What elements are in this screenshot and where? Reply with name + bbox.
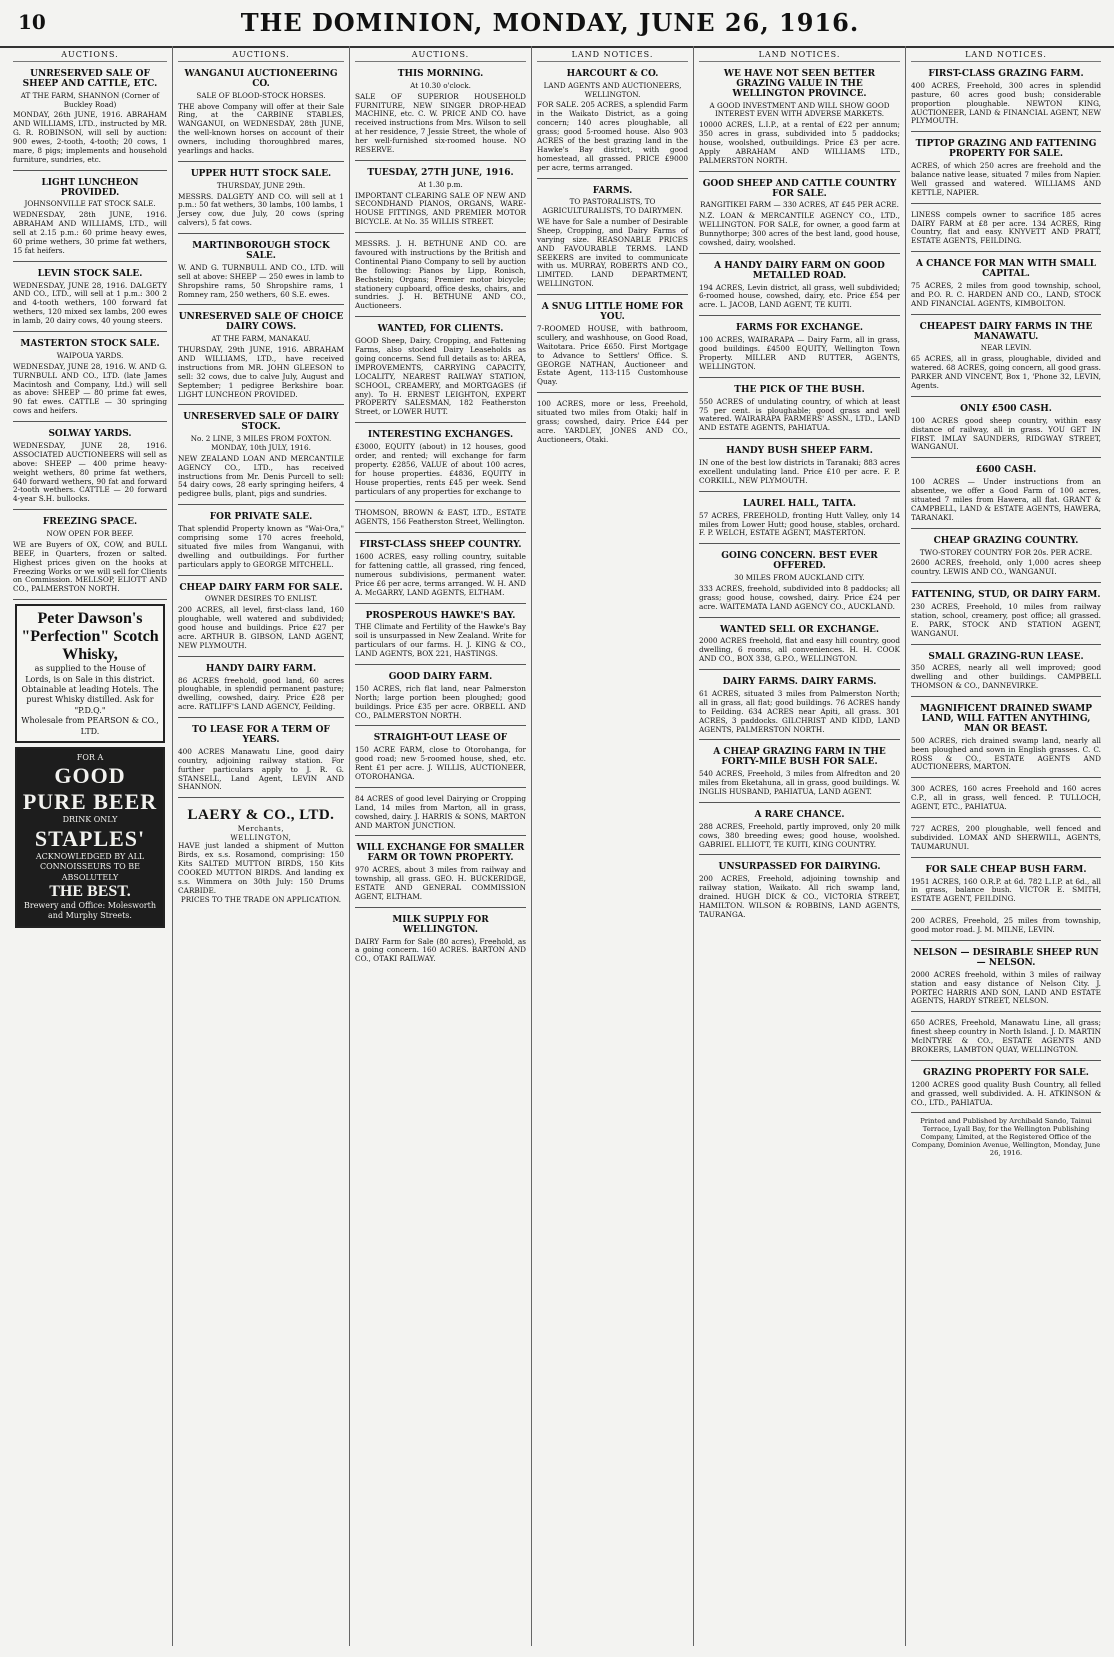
classified-notice [911, 533, 1101, 583]
notice-headline: FIRST-CLASS GRAZING FARM. [928, 69, 1084, 79]
classified-notice [355, 237, 526, 317]
classified-notice [911, 914, 1101, 941]
notice-headline: UNRESERVED SALE OF CHOICE DAIRY COWS. [178, 312, 344, 333]
classified-notice [911, 822, 1101, 858]
notice-body: 333 ACRES, freehold, subdivided into 8 paddocks; all grass; good house, cowshed, dairy. Price £24 per acre. WAITEMATA LAND AGENCY CO., AUCKLAND. [699, 583, 900, 611]
column-2 [173, 46, 350, 1646]
classified-notice [178, 309, 344, 405]
notice-subhead: AT THE FARM, MANAKAU. [211, 334, 311, 344]
notice-body: 200 ACRES, Freehold, adjoining township and railway station, Waikato. All rich swamp land, drained. HUGH DICK & CO., VICTORIA STREET, HAMILTON. WILSON & ROBBINS, LAND AGENTS, TAURANGA. [699, 874, 900, 919]
column-4 [532, 46, 694, 1646]
classified-notice [699, 674, 900, 740]
notice-body: 57 ACRES, FREEHOLD, fronting Hutt Valley, only 14 miles from Lower Hutt; good house, stables, orchard. F. P. WELCH, ESTATE AGENT, MASTERTON. [699, 510, 900, 538]
notice-body: 75 ACRES, 2 miles from good township, school, and P.O. R. C. HARDEN AND CO., LAND, STOCK AND FINANCIAL AGENTS, KIMBOLTON. [911, 281, 1101, 308]
classified-notice [911, 462, 1101, 528]
beer-tagline: ACKNOWLEDGED BY ALL CONNOISSEURS TO BE ABSOLUTELY [35, 851, 145, 882]
notice-headline: SMALL GRAZING-RUN LEASE. [928, 651, 1084, 662]
laery-body: HAVE just landed a shipment of Mutton Birds, ex s.s. Rosamond, comprising: 150 Kits SALTED MUTTON BIRDS, 150 Kits COOKED MUTTON BIRDS. And landing ex s.s. Wimmera on 30th July: 150 Drums CARBIDE. [178, 841, 344, 895]
notice-headline: NELSON — DESIRABLE SHEEP RUN — NELSON. [913, 948, 1099, 968]
notice-headline: GOOD SHEEP AND CATTLE COUNTRY FOR SALE. [702, 178, 897, 199]
classified-notice [13, 514, 167, 600]
notice-body: £3000, EQUITY (about) in 12 houses, good order, and rented; will exchange for farm property. £2856, VALUE of about 100 acres, for house properties. £4836, EQUITY in House properties, rents £45 per week. Send particulars of any properties for exchange to [355, 442, 526, 496]
notice-headline: UNSURPASSED FOR DAIRYING. [718, 862, 881, 873]
classified-notice [355, 321, 526, 423]
notice-headline: PROSPEROUS HAWKE'S BAY. [365, 610, 516, 621]
notice-headline: ONLY £500 CASH. [960, 403, 1052, 414]
notice-body: 550 ACRES of undulating country, of which at least 75 per cent. is ploughable; good grass and well watered. WAIRARAPA FARMERS' ASSN., LTD., LAND AND ESTATE AGENTS, PAHIATUA. [699, 396, 900, 433]
notice-body: 300 ACRES, 160 acres Freehold and 160 acres C.P., all in grass, well fenced. P. TULLOCH, AGENT, ETC., PAHIATUA. [911, 784, 1101, 812]
beer-lead: FOR A [76, 752, 104, 762]
notice-body: WEDNESDAY, JUNE 28, 1916. ASSOCIATED AUCTIONEERS will sell as above: SHEEP — 400 prime heavy-weight wethers, 80 prime fat wethers, 640 forward wethers, 90 fat and forward 2-tooth wethers. CATTLE — 20 forward 4-year S.H. bullocks. [13, 440, 167, 504]
notice-body: MESSRS. DALGETY AND CO. will sell at 1 p.m.: 50 fat wethers, 30 lambs, 100 lambs, 1 Jersey cow, due July, 20 cows (spring calvers), 5 fat cows. [178, 191, 344, 228]
classified-notice [911, 945, 1101, 1012]
newspaper-title: THE DOMINION, MONDAY, JUNE 26, 1916. [240, 8, 860, 37]
classified-notice [178, 166, 344, 234]
column-heading: AUCTIONS. [13, 50, 167, 62]
notice-headline: FREEZING SPACE. [42, 517, 138, 528]
classified-notice [911, 208, 1101, 253]
notice-headline: TIPTOP GRAZING AND FATTENING PROPERTY FOR SALE. [915, 139, 1097, 160]
notice-subhead: TO PASTORALISTS, TO AGRICULTURALISTS, TO DAIRYMEN. [542, 197, 683, 216]
classified-notice [13, 426, 167, 510]
column-heading: LAND NOTICES. [699, 50, 900, 62]
notice-body: 2000 ACRES freehold, within 3 miles of railway station and easy distance of Nelson City. J. PORTEC HARRIS AND SON, LAND AND ESTATE AGENTS, HARDY STREET, NELSON. [911, 969, 1101, 1006]
notice-headline: FATTENING, STUD, OR DAIRY FARM. [911, 590, 1101, 601]
printer-imprint: Printed and Published by Archibald Sando, Tainui Terrace, Lyall Bay, for the Wellington Publishing Company, Limited, at the Registered Office of the Company, Dominion Avenue, Wellington, Monday, June 26, 1916. [911, 1117, 1101, 1158]
classified-notice [178, 409, 344, 505]
laery-footer: PRICES TO THE TRADE ON APPLICATION. [180, 894, 342, 904]
notice-subhead: TWO-STOREY COUNTRY FOR 20s. PER ACRE. [919, 547, 1093, 557]
classified-notice [355, 608, 526, 665]
notice-headline: UNRESERVED SALE OF SHEEP AND CATTLE, ETC. [22, 69, 158, 89]
notice-body: NEW ZEALAND LOAN AND MERCANTILE AGENCY CO., LTD., has received instructions from Mr. Denis Purcell to sell: 54 dairy cows, 28 early springing heifers, 4 pedigree bulls, plant, pigs and sundries. [178, 453, 344, 499]
notice-subhead: 30 MILES FROM AUCKLAND CITY. [734, 573, 865, 583]
notice-body: 230 ACRES, Freehold, 10 miles from railway station, school, creamery, post office; all grassed. E. PARK, STOCK AND STATION AGENT, WANGANUI. [911, 601, 1101, 638]
notice-headline: TUESDAY, 27TH JUNE, 1916. [367, 167, 514, 178]
notice-headline: WE HAVE NOT SEEN BETTER GRAZING VALUE IN THE WELLINGTON PROVINCE. [723, 69, 876, 99]
notice-headline: A CHEAP GRAZING FARM IN THE FORTY-MILE BUSH FOR SALE. [713, 747, 886, 768]
notice-subhead: A GOOD INVESTMENT AND WILL SHOW GOOD INTEREST EVEN WITH ADVERSE MARKETS. [709, 100, 890, 119]
notice-headline: MARTINBOROUGH STOCK SALE. [192, 241, 330, 262]
classified-notice [537, 397, 688, 449]
notice-body: 100 ACRES — Under instructions from an absentee, we offer a Good Farm of 100 acres, situated 7 miles from Hawera, all flat. GRANT & CAMPBELL, LAND & ESTATE AGENTS, HAWERA, TARANAKI. [911, 477, 1101, 522]
notice-headline: STRAIGHT-OUT LEASE OF [373, 733, 508, 744]
notice-subhead: No. 2 LINE, 3 MILES FROM FOXTON. MONDAY, 10th JULY, 1916. [190, 434, 332, 452]
notice-body: FOR SALE. 205 ACRES, a splendid Farm in the Waikato District, as a going concern; 140 acres ploughable, all grass; good 5-roomed house. Also 903 ACRES of the best grazing land in the Hawke's Bay district, with good homestead, all grassed. PRICE £9000 per acre, terms arranged. [537, 100, 688, 172]
notice-body: 200 ACRES, all level, first-class land, 160 ploughable, well watered and subdivided; good house and buildings. Price £27 per acre. ARTHUR B. GIBSON, LAND AGENT, NEW PLYMOUTH. [178, 605, 344, 650]
classified-notice [355, 66, 526, 161]
classified-notice [699, 382, 900, 439]
classified-notice [178, 509, 344, 575]
column-6 [906, 46, 1106, 1646]
laery-advertisement [178, 802, 344, 911]
notice-subhead: OWNER DESIRES TO ENLIST. [204, 594, 318, 604]
laery-place: WELLINGTON, [230, 833, 292, 842]
notice-body: 400 ACRES Manawatu Line, good dairy country, adjoining railway station. For further particulars apply to J. R. G. STANSELL, Land Agent, LEVIN AND SHANNON. [178, 746, 344, 792]
classified-notice [699, 548, 900, 617]
classified-notice [178, 238, 344, 305]
classified-notice [13, 266, 167, 332]
notice-subhead: JOHNSONVILLE FAT STOCK SALE. [24, 199, 156, 209]
notice-subhead: AT THE FARM, SHANNON (Corner of Buckley Road) [20, 90, 160, 109]
notice-body: THE Climate and Fertility of the Hawke's Bay soil is unsurpassed in New Zealand. Write for particulars of our farms. H. J. KING & CO., LAND AGENTS, BOX 221, HASTINGS. [355, 622, 526, 659]
notice-body: 61 ACRES, situated 3 miles from Palmerston North; all in grass, all flat; good buildings. 76 ACRES handy to Feilding. 634 ACRES near Apiti, all grass. 301 ACRES, 3 paddocks. GILCHRIST AND KIDD, LAND AGENTS, PALMERSTON NORTH. [699, 688, 900, 734]
notice-body: GOOD Sheep, Dairy, Cropping, and Fattening Farms, also stocked Dairy Leaseholds as going concerns. Send full details as to: AREA, IMPROVEMENTS, CARRYING CAPACITY, LOCALITY, NEAREST RAILWAY STATION, SCHOOL, CREAMERY, and MORTGAGES (if any). To H. ERNEST LEIGHTON, EXPERT PROPERTY SALESMAN, 182 Featherston Street, or LOWER HUTT. [355, 336, 526, 417]
whisky-brand: Peter Dawson's [37, 610, 143, 628]
notice-headline: TO LEASE FOR A TERM OF YEARS. [192, 725, 330, 745]
notice-headline: UPPER HUTT STOCK SALE. [190, 168, 332, 179]
classified-notice [355, 427, 526, 502]
classified-notice [13, 336, 167, 422]
notice-headline: A SNUG LITTLE HOME FOR YOU. [541, 302, 684, 323]
notice-headline: GOING CONCERN. BEST EVER OFFERED. [721, 551, 878, 572]
notice-headline: LEVIN STOCK SALE. [37, 268, 143, 279]
beer-address: Brewery and Office: Molesworth and Murphy Streets. [23, 900, 156, 921]
notice-headline: GRAZING PROPERTY FOR SALE. [923, 1067, 1089, 1078]
notice-body: IN one of the best low districts in Taranaki; 883 acres excellent undulating land. Price £10 per acre. F. P. CORKILL, NEW PLYMOUTH. [699, 458, 900, 485]
notice-body: THURSDAY, 29th JUNE, 1916. ABRAHAM AND WILLIAMS, LTD., have received instructions from MR. JOHN GLEESON to sell: 32 cows, due to calve July, August and September; 1 pedigree Berkshire boar. LIGHT LUNCHEON PROVIDED. [178, 345, 344, 399]
beer-brand: STAPLES' [34, 825, 146, 851]
notice-body: 650 ACRES, Freehold, Manawatu Line, all grass; finest sheep country in North Island. J. D. MARTIN McINTYRE & CO., ESTATE AGENTS AND BROKERS, LAMBTON QUAY, WELLINGTON. [911, 1018, 1101, 1055]
notice-headline: MILK SUPPLY FOR WELLINGTON. [392, 914, 489, 935]
classified-notice [13, 66, 167, 171]
notice-headline: MASTERTON STOCK SALE. [20, 339, 160, 350]
classified-notice [355, 792, 526, 837]
beer-drink-only: DRINK ONLY [62, 815, 118, 825]
classified-notice [699, 622, 900, 671]
notice-headline: GOOD DAIRY FARM. [388, 671, 493, 682]
notice-headline: WANTED SELL OR EXCHANGE. [719, 624, 880, 635]
notice-subhead: THURSDAY, JUNE 29th. [216, 180, 306, 190]
notice-headline: A HANDY DAIRY FARM ON GOOD METALLED ROAD. [714, 260, 885, 281]
classified-notice [178, 722, 344, 798]
notice-body: WEDNESDAY, JUNE 28, 1916. DALGETY AND CO., LTD., will sell at 1 p.m.: 300 2 and 4-tooth wethers, 100 forward fat wethers, 120 mixed sex lambs, 200 ewes in lamb, 20 dairy cows, 40 young steers. [13, 280, 167, 326]
notice-body: 150 ACRES, rich flat land, near Palmerston North; large portion been ploughed; good buildings. Price £35 per acre. ORBELL AND CO., PALMERSTON NORTH. [355, 683, 526, 720]
notice-subhead: LAND AGENTS AND AUCTIONEERS, WELLINGTON. [543, 80, 682, 99]
notice-headline: A RARE CHANCE. [754, 809, 845, 820]
notice-body: 1600 ACRES, easy rolling country, suitable for fattening cattle, all grassed, ring fenced, numerous subdivisions, permanent water. Price £6 per acre, terms arranged. W. H. AND A. McGARRY, LAND AGENTS, ELTHAM. [355, 552, 526, 597]
notice-body: 500 ACRES, rich drained swamp land, nearly all been ploughed and sown in English grasses. C. C. ROSS & CO., ESTATE AGENTS AND AUCTIONEERS, MARTON. [911, 735, 1101, 772]
notice-body: 1200 ACRES good quality Bush Country, all felled and grassed, well subdivided. A. H. ATKINSON & CO., LTD., PAHIATUA. [911, 1079, 1101, 1107]
column-1 [8, 46, 173, 1646]
classified-notice [911, 256, 1101, 314]
notice-headline: THIS MORNING. [397, 69, 484, 79]
notice-headline: HANDY DAIRY FARM. [205, 663, 317, 674]
classified-notice [537, 66, 688, 179]
notice-body: DAIRY Farm for Sale (80 acres), Freehold, as a going concern. 160 ACRES. BARTON AND CO., OTAKI RAILWAY. [355, 936, 526, 964]
classified-notice [699, 258, 900, 316]
classified-notice [911, 1016, 1101, 1061]
notice-headline: WANTED, FOR CLIENTS. [377, 324, 504, 335]
notice-body: 288 ACRES, Freehold, partly improved, only 20 milk cows, 380 breeding ewes; good house, woolshed. GABRIEL ELLIOTT, TE KUITI, KING COUNTRY. [699, 821, 900, 849]
classified-notice [699, 320, 900, 377]
column-5 [694, 46, 906, 1646]
classified-notice [699, 859, 900, 924]
notice-headline: MAGNIFICENT DRAINED SWAMP LAND, WILL FATTEN ANYTHING, MAN OR BEAST. [920, 704, 1092, 734]
notice-subhead: NOW OPEN FOR BEEF. [46, 529, 134, 539]
columns-area [8, 46, 1106, 1646]
notice-subhead: SALE OF BLOOD-STOCK HORSES. [196, 90, 326, 100]
notice-headline: WANGANUI AUCTIONEERING CO. [184, 69, 338, 89]
notice-body: W. AND G. TURNBULL AND CO., LTD. will sell at above: SHEEP — 250 ewes in lamb to Shropshire rams, 50 Shropshire rams, 1 Romney ram, 250 wethers, 60 S.E. ewes. [178, 262, 344, 299]
classified-notice [178, 66, 344, 162]
notice-headline: CHEAP DAIRY FARM FOR SALE. [179, 582, 343, 593]
notice-body: 65 ACRES, all in grass, ploughable, divided and watered. 68 ACRES, going concern, all good grass. PARKER AND VINCENT, Box 1, 'Phone 32, LEVIN, Agents. [911, 354, 1101, 390]
classified-notice [355, 912, 526, 969]
notice-headline: LIGHT LUNCHEON PROVIDED. [41, 177, 139, 198]
notice-body: 970 ACRES, about 3 miles from railway and township, all grass. GEO. H. BUCKERIDGE, ESTATE AND GENERAL COMMISSION AGENT, ELTHAM. [355, 865, 526, 901]
notice-body: MESSRS. J. H. BETHUNE AND CO. are favoured with instructions by the British and Continental Piano Company to sell by auction the following: Pianos by Lipp, Ronisch, Bechstein; Organs; Premier motor bicycle; stationery cupboard, office desks, chairs, and sundries. J. H. BETHUNE AND CO., Auctioneers. [355, 239, 526, 311]
notice-body: 100 ACRES, more or less, Freehold, situated two miles from Otaki; half in grass; cowshed, dairy. Price £44 per acre. YARDLEY, JONES AND CO., Auctioneers, Otaki. [537, 399, 688, 444]
classified-notice [699, 744, 900, 802]
notice-body: 200 ACRES, Freehold, 25 miles from township, good motor road. J. M. MILNE, LEVIN. [911, 916, 1101, 935]
classified-notice [178, 661, 344, 718]
column-heading: LAND NOTICES. [911, 50, 1101, 62]
classified-notice [355, 730, 526, 787]
classified-notice [699, 66, 900, 172]
classified-notice [699, 176, 900, 254]
classified-notice [13, 175, 167, 262]
notice-subhead: RANGITIKEI FARM — 330 ACRES, AT £45 PER ACRE. [700, 200, 899, 210]
whisky-text: as supplied to the House of Lords, is on Sale in this district. Obtainable at leading Hotels. The purest Whisky distilled. Ask for "P.D.Q." [21, 664, 159, 715]
notice-body: 2600 ACRES, freehold, only 1,000 acres sheep country. LEWIS AND CO., WANGANUI. [911, 558, 1101, 577]
classified-notice [911, 1065, 1101, 1114]
column-heading: AUCTIONS. [178, 50, 344, 62]
notice-headline: FARMS FOR EXCHANGE. [735, 323, 863, 334]
notice-body: 194 ACRES, Levin district, all grass, well subdivided; 6-roomed house, cowshed, dairy, etc. Price £54 per acre. L. JACOB, LAND AGENT, TE KUITI. [699, 282, 900, 310]
classified-notice [699, 807, 900, 856]
classified-notice [355, 669, 526, 726]
notice-headline: CHEAP GRAZING COUNTRY. [933, 535, 1079, 546]
notice-headline: UNRESERVED SALE OF DAIRY STOCK. [183, 412, 339, 433]
notice-headline: £600 CASH. [975, 465, 1037, 476]
classified-notice [699, 496, 900, 545]
classified-notice [178, 580, 344, 657]
notice-body: N.Z. LOAN & MERCANTILE AGENCY CO., LTD., WELLINGTON. FOR SALE, for owner, a good farm at Bunnythorpe; 300 acres of the best land, good house, cowshed, dairy, woolshed. [699, 211, 900, 247]
notice-body: WEDNESDAY, 28th JUNE, 1916. ABRAHAM AND WILLIAMS, LTD., will sell at 2.15 p.m.: 60 prime heavy ewes, 60 prime wethers, 30 prime fat wethers, 15 fat heifers. [13, 210, 167, 255]
notice-headline: LAUREL HALL, TAITA. [742, 498, 857, 509]
classified-notice [537, 183, 688, 296]
beer-best: THE BEST. [49, 882, 131, 900]
notice-headline: FIRST-CLASS SHEEP COUNTRY. [359, 540, 522, 551]
notice-body: 100 ACRES good sheep country, within easy distance of railway, all in grass. YOU GET IN FIRST. IMLAY SAUNDERS, RIDGWAY STREET, WANGANUI. [911, 415, 1101, 452]
notice-body: LINESS compels owner to sacrifice 185 acres DAIRY FARM at £8 per acre. 134 ACRES, Ring Country, flat and easy. KNYVETT AND PRATT, ESTATE AGENTS, FEILDING. [911, 209, 1101, 246]
notice-headline: A CHANCE FOR MAN WITH SMALL CAPITAL. [915, 259, 1097, 280]
notice-headline: INTERESTING EXCHANGES. [367, 430, 514, 441]
classified-notice [355, 537, 526, 603]
notice-body: 400 ACRES, Freehold, 300 acres in splendid pasture, 60 acres good bush; considerable proportion ploughable. NEWTON KING, AUCTIONEER, LAND & FINANCIAL AGENT, NEW PLYMOUTH. [911, 80, 1101, 126]
classified-notice [699, 443, 900, 492]
notice-body: ACRES, of which 250 acres are freehold and the balance native lease, situated 7 miles from Napier. Well grassed and watered. WILLIAMS AND KETTLE, NAPIER. [911, 161, 1101, 197]
notice-body: WEDNESDAY, JUNE 28, 1916. W. AND G. TURNBULL AND CO., LTD. (late James Macintosh and Company, Ltd.) will sell as above: SHEEP — 80 prime fat ewes, 90 fat ewes. CATTLE — 30 springing cows and heifers. [13, 361, 167, 416]
masthead [0, 0, 1114, 48]
column-heading: AUCTIONS. [355, 50, 526, 62]
notice-headline: CHEAPEST DAIRY FARMS IN THE MANAWATU. [919, 321, 1093, 342]
notice-body: SALE OF SUPERIOR HOUSEHOLD FURNITURE, NEW SINGER DROP-HEAD MACHINE, etc. C. W. PRICE AND CO. have received instructions from Mrs. Wilson to sell at her residence, 7 Jessie Street, the whole of her well-furnished six-roomed house. NO RESERVE. [355, 91, 526, 155]
notice-body: 1951 ACRES, 160 O.R.P. at 6d. 782 L.I.P. at 6d., all in grass, balance bush. VICTOR E. SMITH, ESTATE AGENT, FEILDING. [911, 876, 1101, 904]
classified-notice [911, 701, 1101, 778]
column-heading: LAND NOTICES. [537, 50, 688, 62]
classified-notice [911, 649, 1101, 698]
classified-notice [537, 299, 688, 393]
column-3 [350, 46, 532, 1646]
notice-body: 84 ACRES of good level Dairying or Cropping Land, 14 miles from Marton, all in grass, cowshed, dairy. J. HARRIS & SONS, MARTON AND MARTON JUNCTION. [355, 793, 526, 830]
notice-body: 100 ACRES, WAIRARAPA — Dairy Farm, all in grass, good buildings. £4500 EQUITY, Wellington Town Property. MILLER AND RUTTER, AGENTS, WELLINGTON. [699, 335, 900, 371]
notice-subhead: At 1.30 p.m. [418, 179, 463, 189]
whisky-product: "Perfection" Scotch Whisky, [21, 628, 159, 664]
notice-subhead: NEAR LEVIN. [980, 343, 1032, 353]
notice-body: 150 ACRE FARM, close to Otorohanga, for good road; new 5-roomed house, shed, etc. Rent £1 per acre. J. WILLIS, AUCTIONEER, OTOROHANGA. [355, 745, 526, 781]
classified-notice [911, 136, 1101, 203]
beer-advertisement [15, 747, 165, 928]
classified-notice [911, 66, 1101, 132]
notice-headline: WILL EXCHANGE FOR SMALLER FARM OR TOWN PROPERTY. [356, 843, 525, 864]
notice-body: 7-ROOMED HOUSE, with bathroom, scullery, and washhouse, on Good Road, Waitotara. Price £650. First Mortgage to Advance to Settlers' Office. S. GEORGE NATHAN, Auctioneer and Estate Agent, 113-115 Customhouse Quay. [537, 323, 688, 387]
notice-body: WE have for Sale a number of Desirable Sheep, Cropping, and Dairy Farms of varying size. REASONABLE PRICES AND FAVOURABLE TERMS. LAND SEEKERS are invited to communicate with us. MURRAY, ROBERTS AND CO., LIMITED. LAND DEPARTMENT, WELLINGTON. [537, 217, 688, 289]
notice-body: 350 ACRES, nearly all well improved; good dwelling and other buildings. CAMPBELL THOMSON & CO., DANNEVIRKE. [911, 663, 1101, 691]
notice-headline: FOR PRIVATE SALE. [209, 512, 313, 523]
laery-trade: Merchants, [237, 825, 285, 834]
notice-body: IMPORTANT CLEARING SALE OF NEW AND SECONDHAND PIANOS, ORGANS, WARE-HOUSE FITTINGS, AND PREMIER MOTOR BICYCLE. At No. 35 WILLIS STREET. [355, 190, 526, 227]
laery-firm: LAERY & CO., LTD. [187, 807, 335, 824]
notice-body: 2000 ACRES freehold, flat and easy hill country, good dwelling, 6 rooms, all conveniences. H. H. COOK AND CO., BOX 338, G.P.O., WELLINGTON. [699, 636, 900, 664]
classified-notice [911, 401, 1101, 458]
notice-headline: DAIRY FARMS. DAIRY FARMS. [722, 677, 877, 688]
classified-notice [355, 840, 526, 907]
classified-notice [911, 319, 1101, 397]
notice-body: That splendid Property known as "Wai-Ora," comprising some 170 acres freehold, situated five miles from Wanganui, with dwelling and outbuildings. For further particulars apply to GEORGE MITCHELL. [178, 524, 344, 569]
notice-body: WE are Buyers of OX, COW, and BULL BEEF, in Quarters, frozen or salted. Highest prices given on the hooks at Freezing Works or we will sell for Clients on Commission. MELLSOP, ELIOTT AND CO., PALMERSTON NORTH. [13, 539, 167, 594]
notice-headline: FARMS. [592, 185, 633, 196]
notice-headline: THE PICK OF THE BUSH. [734, 384, 865, 395]
whisky-advertisement [15, 604, 165, 743]
notice-body: 86 ACRES freehold, good land, 60 acres ploughable, in splendid permanent pasture; dwelling, cowshed, dairy. Price £28 per acre. RATLIFF'S LAND AGENCY, Feilding. [178, 675, 344, 712]
notice-body: 727 ACRES, 200 ploughable, well fenced and subdivided. LOMAX AND SHERWILL, AGENTS, TAUMARUNUI. [911, 824, 1101, 851]
beer-headline: GOOD PURE BEER [22, 763, 158, 815]
classified-notice [355, 506, 526, 533]
notice-headline: HARCOURT & CO. [566, 69, 659, 79]
classified-notice [911, 782, 1101, 818]
classified-notice [355, 165, 526, 233]
notice-body: 540 ACRES, Freehold, 3 miles from Alfredton and 20 miles from Eketahuna, all in grass, good buildings. W. INGLIS HUSBAND, PAHIATUA, LAND AGENT. [699, 769, 900, 796]
notice-body: MONDAY, 26th JUNE, 1916. ABRAHAM AND WILLIAMS, LTD., instructed by MR. G. R. ROBINSON, will sell by auction: 900 ewes, 2-tooth, 4-tooth; 20 cows, 1 mare, 8 pigs; implements and household furniture, sundries, etc. [13, 110, 167, 164]
notice-body: THE above Company will offer at their Sale Ring, at the CARBINE STABLES, WANGANUI, on WEDNESDAY, 28th JUNE, the well-known horses on account of their owners, including thoroughbred mares, yearlings and hacks. [178, 101, 344, 156]
notice-headline: SOLWAY YARDS. [48, 429, 132, 440]
notice-subhead: WAIPOUA YARDS. [56, 350, 124, 360]
notice-headline: FOR SALE CHEAP BUSH FARM. [925, 864, 1087, 875]
whisky-agent: Wholesale from PEARSON & CO., LTD. [21, 716, 159, 736]
notice-body: 10000 ACRES, L.I.P., at a rental of £22 per annum; 350 acres in grass, subdivided into 5 paddocks; house, woolshed, outbuildings. Price £3 per acre. Apply ABRAHAM AND WILLIAMS LTD., PALMERSTON NORTH. [699, 120, 900, 165]
page-number: 10 [18, 10, 46, 34]
notice-body: THOMSON, BROWN & EAST, LTD., ESTATE AGENTS, 156 Featherston Street, Wellington. [355, 508, 526, 527]
notice-subhead: At 10.30 o'clock. [410, 80, 471, 90]
classified-notice [911, 587, 1101, 644]
classified-notice [911, 862, 1101, 911]
notice-headline: HANDY BUSH SHEEP FARM. [726, 446, 873, 457]
